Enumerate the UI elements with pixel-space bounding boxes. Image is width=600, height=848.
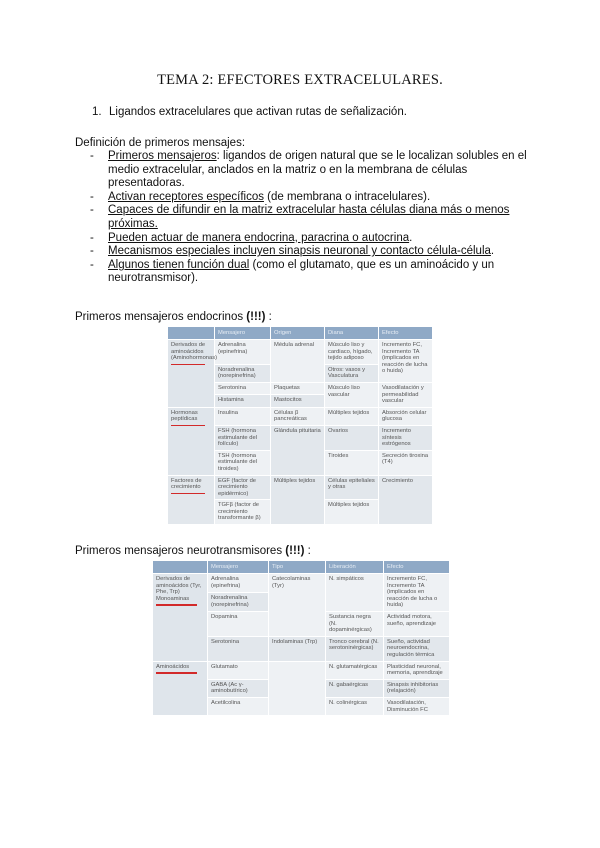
table-cell: Adrenalina (epinefrina) xyxy=(208,574,269,593)
table-cell: Adrenalina (epinefrina) xyxy=(215,340,271,365)
endocrine-heading: Primeros mensajeros endocrinos (!!!) : xyxy=(75,311,272,323)
table-cell: Células epiteliales y otras xyxy=(325,475,379,500)
table-cell xyxy=(269,661,326,716)
red-underline xyxy=(171,493,205,495)
table-cell: Músculo liso vascular xyxy=(325,382,379,407)
table-cell: Noradrenalina (norepinefrina) xyxy=(215,364,271,382)
column-header: Mensajero xyxy=(208,561,269,574)
table-cell: EGF (factor de crecimiento epidérmico) xyxy=(215,475,271,500)
table-cell: Secreción tiroxina (T4) xyxy=(379,450,433,475)
table-cell: Serotonina xyxy=(215,382,271,394)
bullet-item: - Activan receptores específicos (de membrana o intracelulares). xyxy=(90,190,431,203)
table-cell: Noradrenalina (norepinefrina) xyxy=(208,592,269,611)
table-cell: Glándula pituitaria xyxy=(271,425,325,475)
numbered-item xyxy=(92,106,407,118)
table-cell: N. glutamatérgicas xyxy=(326,661,384,679)
table-cell: Plasticidad neuronal, memoria, aprendizaje xyxy=(384,661,450,679)
table-cell: N. simpáticos xyxy=(326,574,384,612)
bullet-item: - Pueden actuar de manera endocrina, paracrina o autocrina. xyxy=(90,231,413,244)
table-cell: Crecimiento xyxy=(379,475,433,525)
page-title: TEMA 2: EFECTORES EXTRACELULARES. xyxy=(157,72,443,88)
table-cell: Histamina xyxy=(215,395,271,407)
bullet-key: Primeros mensajeros xyxy=(108,150,217,162)
table-cell: TSH (hormona estimulante del tiroides) xyxy=(215,450,271,475)
table-header-row xyxy=(153,561,450,574)
neurotransmitter-table xyxy=(152,560,450,716)
table-row xyxy=(168,407,433,425)
table-cell: Insulina xyxy=(215,407,271,425)
table-header-row xyxy=(168,327,433,340)
table-cell: TGFβ (factor de crecimiento transformante β) xyxy=(215,500,271,525)
column-header: Diana xyxy=(325,327,379,340)
column-header: Efecto xyxy=(379,327,433,340)
bullet-key: Activan receptores específicos xyxy=(108,190,264,203)
item-text: Ligandos extracelulares que activan rutas de señalización. xyxy=(109,106,407,118)
table-row xyxy=(153,574,450,593)
bullet-text: (de membrana o intracelulares). xyxy=(263,190,431,203)
table-cell: FSH (hormona estimulante del folículo) xyxy=(215,425,271,450)
table-cell: Vasodilatación y permeabilidad vascular xyxy=(379,382,433,407)
column-header xyxy=(168,327,215,340)
table-cell: Indolaminas (Trp) xyxy=(269,636,326,661)
table-cell: Múltiples tejidos xyxy=(325,500,379,525)
endocrine-table xyxy=(167,326,433,525)
column-header: Liberación xyxy=(326,561,384,574)
table-cell: Múltiples tejidos xyxy=(325,407,379,425)
item-number: 1. xyxy=(92,106,102,118)
table-cell: Vasodilatación, Disminución FC xyxy=(384,697,450,715)
neuro-heading: Primeros mensajeros neurotransmisores (!!!) : xyxy=(75,545,311,557)
bullet-item: - Capaces de difundir en la matriz extracelular hasta células diana más o menos próximas. xyxy=(90,204,510,230)
table-cell: Incremento FC, Incremento TA (implicados en reacción de lucha o huida) xyxy=(379,340,433,383)
table-cell: Incremento FC, Incremento TA (implicados en reacción de lucha o huida) xyxy=(384,574,450,612)
red-underline xyxy=(156,672,197,674)
bullet-key: Mecanismos especiales incluyen sinapsis neuronal y contacto célula-célula xyxy=(108,245,491,258)
table-cell: Actividad motora, sueño, aprendizaje xyxy=(384,611,450,636)
bullet-key: Pueden actuar de manera endocrina, paracrina o autocrina xyxy=(108,231,410,244)
table-cell: Células β pancreáticas xyxy=(271,407,325,425)
group-cell: Factores de crecimiento xyxy=(168,475,215,525)
group-cell: Derivados de aminoácidos (Aminohormonas) xyxy=(168,340,215,408)
bullet-text: . xyxy=(409,231,413,244)
table-cell: Otros: vasos y Vasculatura xyxy=(325,364,379,382)
table-cell: Médula adrenal xyxy=(271,340,325,383)
table-cell: Glutamato xyxy=(208,661,269,679)
column-header: Tipo xyxy=(269,561,326,574)
red-underline xyxy=(156,604,197,606)
column-header xyxy=(153,561,208,574)
table-cell: Dopamina xyxy=(208,611,269,636)
bullet-text: (como el glutamato, que es un aminoácido y un neurotransmisor). xyxy=(108,258,495,285)
table-cell: Catecolaminas (Tyr) xyxy=(269,574,326,637)
table-cell: Múltiples tejidos xyxy=(271,475,325,525)
table-row xyxy=(153,661,450,679)
column-header: Mensajero xyxy=(215,327,271,340)
bullet-list xyxy=(90,150,530,286)
definition-heading: Definición de primeros mensajes: xyxy=(75,137,246,149)
table-cell: GABA (Ac γ-aminobutírico) xyxy=(208,679,269,697)
table-row xyxy=(168,475,433,500)
column-header: Efecto xyxy=(384,561,450,574)
bullet-text: : ligandos de origen natural que se le localizan solubles en el medio extracelular, anclados en la matriz o en la membrana de células presentadoras. xyxy=(108,150,527,190)
table-cell: Acetilcolina xyxy=(208,697,269,715)
table-cell: Mastocitos xyxy=(271,395,325,407)
bullet-key: Algunos tienen función dual xyxy=(108,258,250,271)
bullet-item: - Mecanismos especiales incluyen sinapsis neuronal y contacto célula-célula. xyxy=(90,245,495,258)
table-cell: Serotonina xyxy=(208,636,269,661)
table-cell: Sueño, actividad neuroendocrina, regulación térmica xyxy=(384,636,450,661)
bullet-key: Capaces de difundir en la matriz extracelular hasta células diana más o menos próximas. xyxy=(108,204,510,230)
bullet-item: - Algunos tienen función dual (como el glutamato, que es un aminoácido y un neurotransmisor). xyxy=(90,258,495,285)
red-underline xyxy=(171,364,205,366)
table-cell: Músculo liso y cardiaco, hígado, tejido adiposo xyxy=(325,340,379,365)
bullet-item: - Primeros mensajeros: ligandos de origen natural que se le localizan solubles en el medio extracelular, anclados en la matriz o en la membrana de células presentadoras. xyxy=(90,150,527,190)
table-cell: Tiroides xyxy=(325,450,379,475)
table-cell: N. colinérgicas xyxy=(326,697,384,715)
group-cell: Derivados de aminoácidos (Tyr, Phe, Trp) Monoaminas xyxy=(153,574,208,662)
table-cell: Incremento síntesis estrógenos xyxy=(379,425,433,450)
column-header: Origen xyxy=(271,327,325,340)
table-row xyxy=(168,340,433,365)
table-cell: Sinapsis inhibitorias (relajación) xyxy=(384,679,450,697)
table-cell: Sustancia negra (N. dopaminérgicas) xyxy=(326,611,384,636)
group-cell: Aminoácidos xyxy=(153,661,208,716)
table-cell: N. gabaérgicas xyxy=(326,679,384,697)
bullet-text: . xyxy=(490,245,495,258)
group-cell: Hormonas peptídicas xyxy=(168,407,215,475)
table-cell: Plaquetas xyxy=(271,382,325,394)
table-cell: Ovarios xyxy=(325,425,379,450)
table-cell: Tronco cerebral (N. serotoninérgicas) xyxy=(326,636,384,661)
red-underline xyxy=(171,425,205,427)
table-cell: Absorción celular glucosa xyxy=(379,407,433,425)
